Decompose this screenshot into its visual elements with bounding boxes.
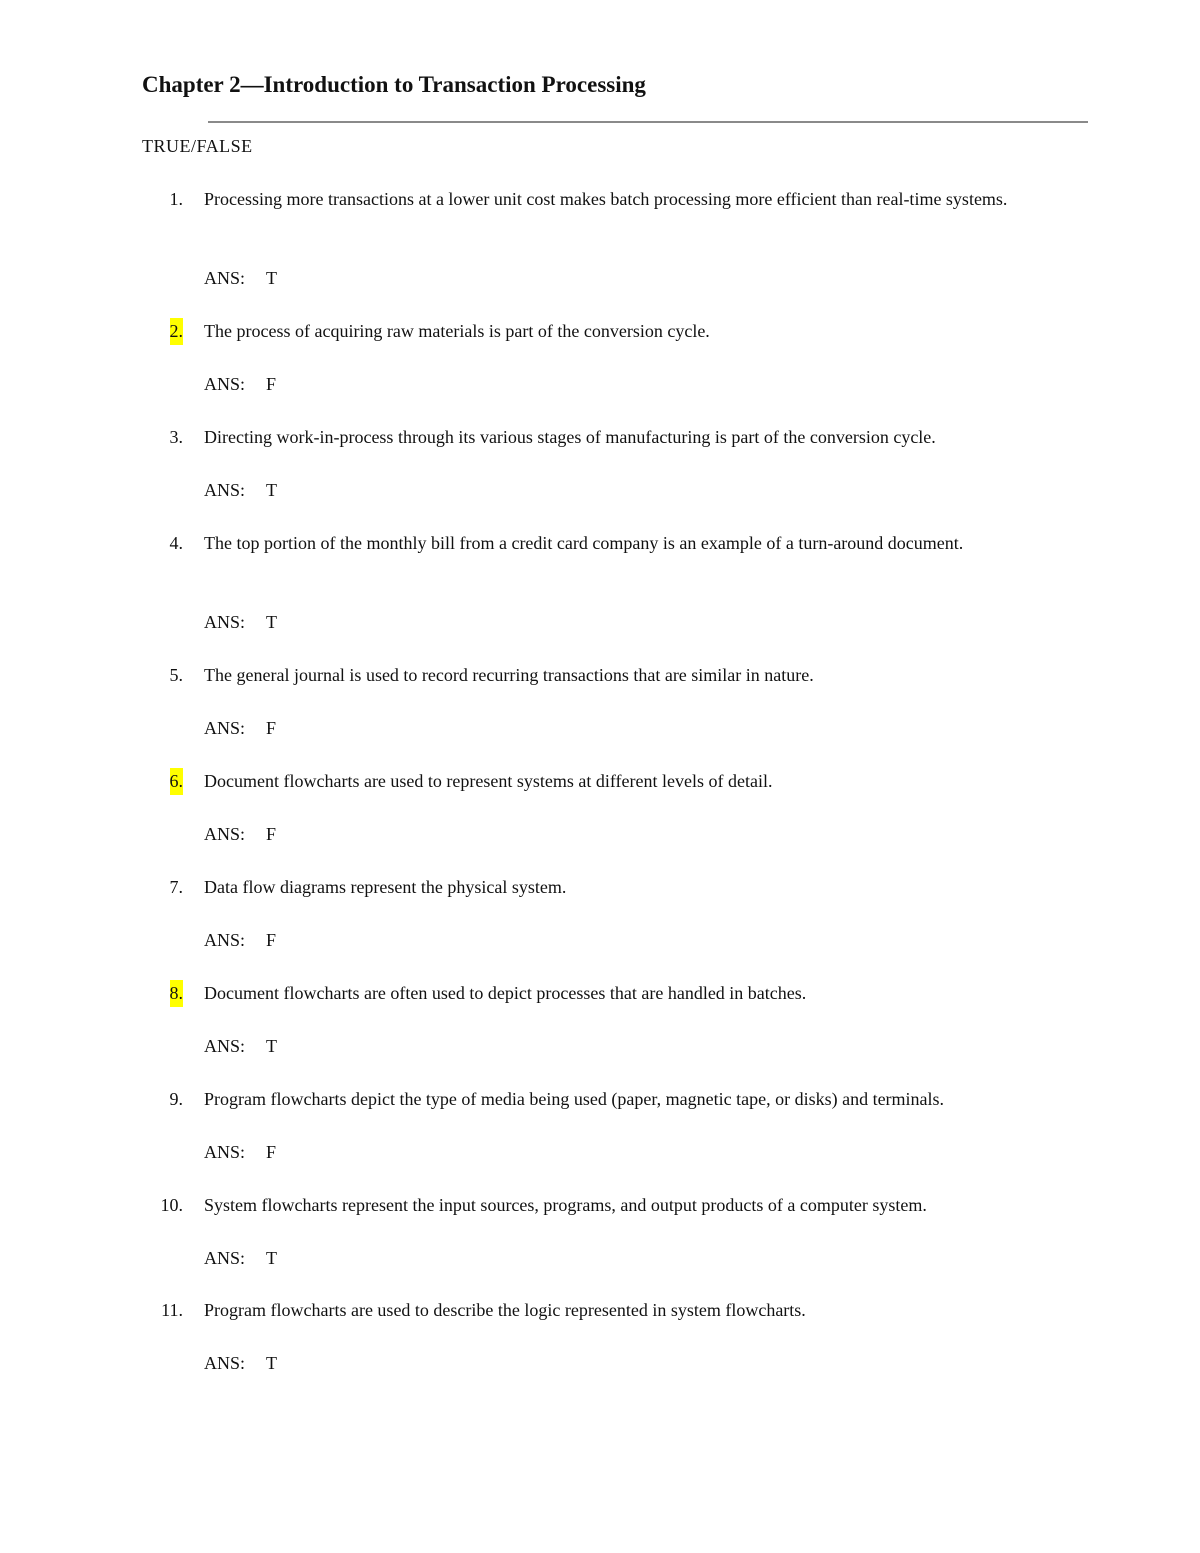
answer-line (204, 1033, 277, 1060)
question-text: The general journal is used to record recurring transactions that are similar in nature. (204, 665, 814, 685)
answer-label: ANS: (204, 612, 246, 632)
answer-line (204, 1350, 277, 1377)
answer-value: T (266, 480, 277, 500)
question-number: 11. (161, 1300, 183, 1320)
answer-label: ANS: (204, 268, 246, 288)
answer-line (204, 265, 277, 292)
answer-label: ANS: (204, 1142, 246, 1162)
question-number-highlighted: 6. (170, 768, 184, 795)
question-text: Document flowcharts are used to represent systems at different levels of detail. (204, 771, 773, 791)
answer-value: F (266, 374, 277, 394)
question-text: Program flowcharts depict the type of media being used (paper, magnetic tape, or disks) and terminals. (204, 1089, 945, 1109)
answer-label: ANS: (204, 374, 246, 394)
answer-label: ANS: (204, 1248, 246, 1268)
answer-line (204, 609, 277, 636)
answer-line (204, 477, 277, 504)
question-number: 7. (169, 877, 183, 897)
question-number-highlighted: 8. (170, 980, 184, 1007)
question-text: Directing work-in-process through its various stages of manufacturing is part of the conversion cycle. (204, 427, 936, 447)
answer-value: F (266, 718, 277, 738)
answer-label: ANS: (204, 930, 246, 950)
question-text: System flowcharts represent the input sources, programs, and output products of a computer system. (204, 1195, 927, 1215)
question-text: Data flow diagrams represent the physical system. (204, 877, 567, 897)
question-number: 4. (169, 533, 183, 553)
question-text: The process of acquiring raw materials is part of the conversion cycle. (204, 321, 710, 341)
answer-value: F (266, 1142, 277, 1162)
answer-label: ANS: (204, 1353, 246, 1373)
answer-value: T (266, 1036, 277, 1056)
section-heading: TRUE/FALSE (142, 136, 253, 156)
answer-line (204, 371, 276, 398)
question-number: 5. (169, 665, 183, 685)
answer-label: ANS: (204, 824, 246, 844)
answer-line (204, 1245, 277, 1272)
question-number: 10. (160, 1195, 183, 1215)
title-divider (208, 121, 1088, 123)
answer-value: T (266, 1248, 277, 1268)
answer-label: ANS: (204, 1036, 246, 1056)
answer-value: T (266, 612, 277, 632)
question-text: The top portion of the monthly bill from a credit card company is an example of a turn-around document. (204, 533, 964, 553)
answer-line (204, 1139, 276, 1166)
answer-line (204, 715, 276, 742)
answer-value: F (266, 824, 277, 844)
question-number: 1. (169, 189, 183, 209)
question-number: 9. (169, 1089, 183, 1109)
question-text: Document flowcharts are often used to depict processes that are handled in batches. (204, 983, 807, 1003)
answer-line (204, 927, 276, 954)
answer-value: T (266, 1353, 277, 1373)
question-text: Processing more transactions at a lower unit cost makes batch processing more efficient than real-time systems. (204, 189, 1008, 209)
answer-label: ANS: (204, 718, 246, 738)
question-text: Program flowcharts are used to describe the logic represented in system flowcharts. (204, 1300, 806, 1320)
answer-value: T (266, 268, 277, 288)
answer-line (204, 821, 276, 848)
answer-value: F (266, 930, 277, 950)
question-number-highlighted: 2. (170, 318, 184, 345)
answer-label: ANS: (204, 480, 246, 500)
question-number: 3. (169, 427, 183, 447)
page-title: Chapter 2—Introduction to Transaction Processing (142, 72, 646, 97)
